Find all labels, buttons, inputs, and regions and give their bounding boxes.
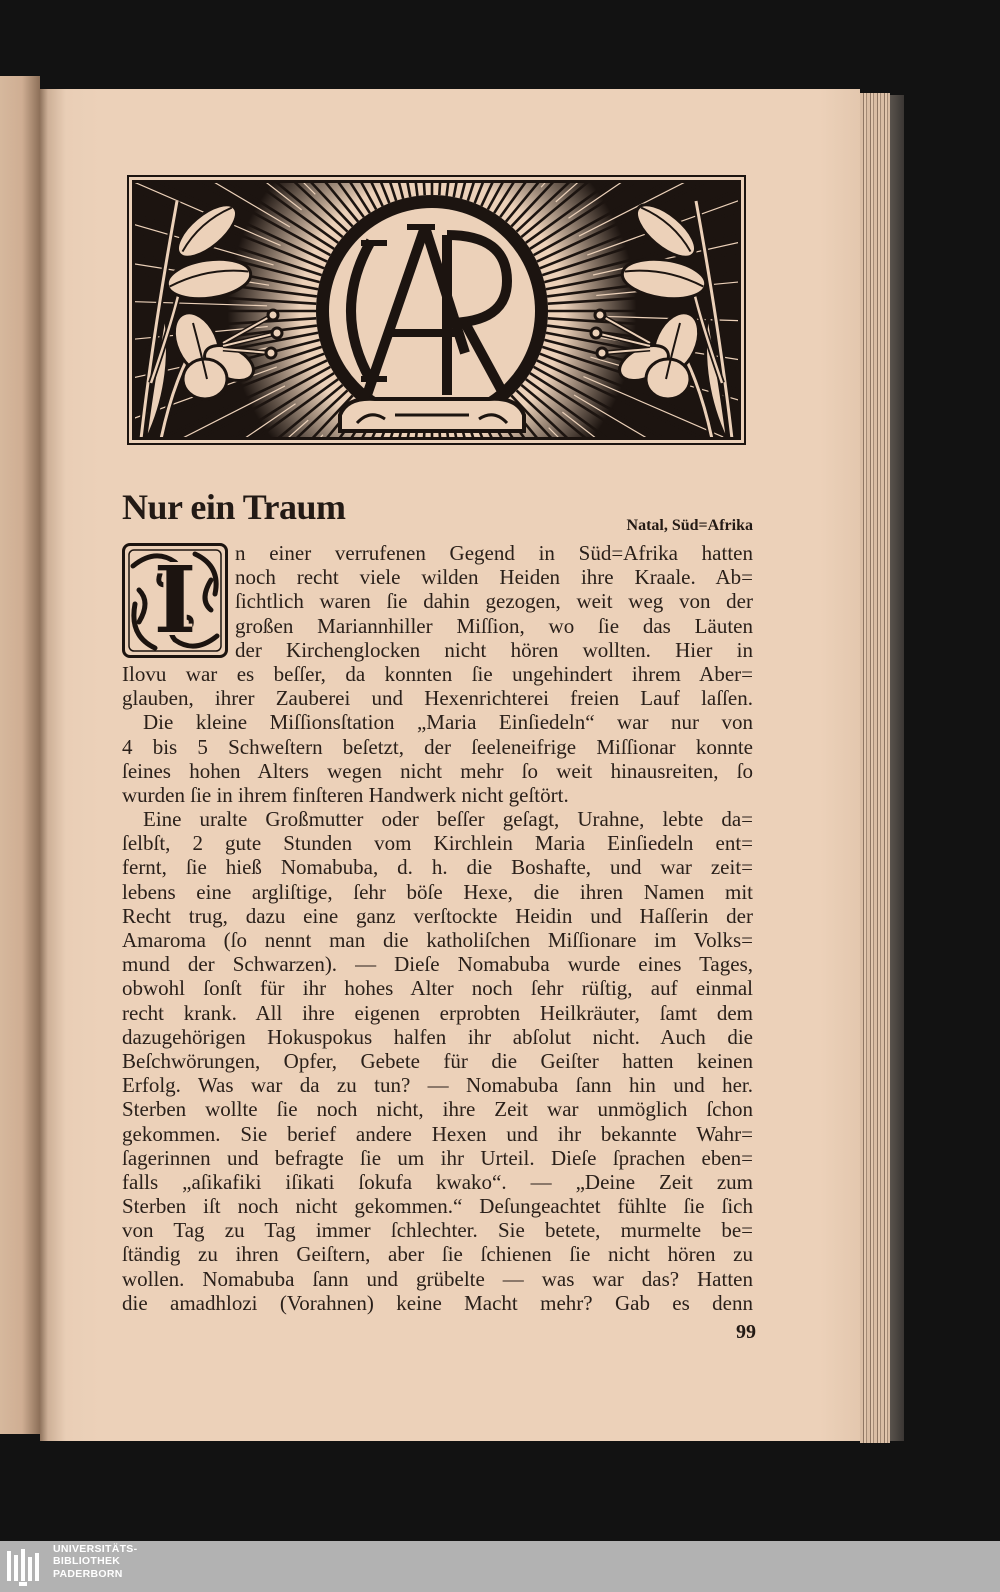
paragraph bbox=[122, 710, 753, 807]
text-line: fernt, ſie hieß Nomabuba, d. h. die Boshafte, und war zeit= bbox=[122, 855, 753, 880]
text-line: Sterben iſt noch nicht gekommen.“ Deſungeachtet fühlte ſie ſich bbox=[122, 1194, 753, 1219]
text-line: ſtändig zu ihren Geiſtern, aber ſie ſchienen ſie nicht hören zu bbox=[122, 1242, 753, 1267]
text-line: Recht trug, dazu eine ganz verſtockte Heidin und Haſſerin der bbox=[122, 903, 753, 928]
text-line: Die kleine Miſſionsſtation „Maria Einſiedeln“ war nur von bbox=[143, 710, 753, 735]
text-line: Eine uralte Großmutter oder beſſer geſagt, Urahne, lebte da= bbox=[143, 807, 753, 832]
text-line: ſeines hohen Alters wegen nicht mehr ſo weit hinausreiten, ſo bbox=[122, 758, 753, 783]
text-line: recht krank. All ihre eigenen erprobten Heilkräuter, ſamt dem bbox=[122, 1000, 753, 1025]
text-line: 4 bis 5 Schweſtern beſetzt, der ſeeleneifrige Miſſionar konnte bbox=[122, 734, 753, 759]
header-ornament-frame bbox=[132, 180, 741, 440]
text-line: ſagerinnen und befragte ſie um ihr Urteil. Dieſe ſprachen eben= bbox=[122, 1145, 753, 1170]
library-logo-line: BIBLIOTHEK bbox=[53, 1555, 121, 1568]
text-line: wollen. Nomabuba ſann und grübelte — was war das? Hatten bbox=[122, 1266, 753, 1291]
library-logo-line: PADERBORN bbox=[53, 1567, 123, 1580]
text-line: mund der Schwarzen). — Dieſe Nomabuba wurde eines Tages, bbox=[122, 952, 753, 977]
article-title: Nur ein Traum bbox=[122, 487, 346, 527]
text-line: ſelbſt, 2 gute Stunden vom Kirchlein Maria Einſiedeln ent= bbox=[122, 831, 753, 856]
text-line: die amadhlozi (Vorahnen) keine Macht mehr? Gab es denn bbox=[122, 1290, 753, 1315]
article-body bbox=[122, 541, 753, 1315]
text-line: Ilovu war es beſſer, da konnten ſie ungehindert ihrem Aber= bbox=[122, 661, 753, 686]
text-line: großen Mariannhiller Miſſion, wo ſie das Läuten bbox=[235, 613, 753, 638]
library-logo-line: UNIVERSITÄTS- bbox=[53, 1543, 138, 1555]
library-logo-icon bbox=[5, 1547, 45, 1587]
text-line: lebens eine argliſtige, ſehr böſe Hexe, die ihren Namen mit bbox=[122, 879, 753, 904]
text-line: Erfolg. Was war da zu tun? — Nomabuba ſann hin und her. bbox=[122, 1073, 753, 1098]
header-ornament-art bbox=[135, 183, 738, 437]
page-stack-edge bbox=[860, 93, 890, 1443]
drop-cap-letter: I bbox=[153, 546, 197, 654]
book-cover-edge bbox=[890, 95, 904, 1441]
footer-bar bbox=[0, 1541, 1000, 1592]
text-line: glauben, ihrer Zauberei und Hexenrichterei freien Lauf laſſen. bbox=[122, 686, 753, 711]
text-line: Sterben wollte ſie noch nicht, ihre Zeit war unmöglich ſchon bbox=[122, 1097, 753, 1122]
text-line: obwohl ſonſt für ihr hohes Alter noch ſehr rüſtig, auf einmal bbox=[122, 976, 753, 1001]
text-line: Amaroma (ſo nennt man die katholiſchen Miſſionare im Volks= bbox=[122, 928, 753, 952]
page-number: 99 bbox=[736, 1321, 756, 1343]
text-line: noch recht viele wilden Heiden ihre Kraale. Ab= bbox=[235, 565, 753, 590]
text-line: gekommen. Sie berief andere Hexen und ihr bekannte Wahr= bbox=[122, 1121, 753, 1146]
text-line: n einer verrufenen Gegend in Süd=Afrika hatten bbox=[235, 541, 753, 565]
text-line: Beſchwörungen, Opfer, Gebete für die Geiſter hatten keinen bbox=[122, 1048, 753, 1073]
text-line: falls „aſikafiki iſikati ſokufa kwako“. — „Deine Zeit zum bbox=[122, 1169, 753, 1194]
article-location: Natal, Süd=Afrika bbox=[626, 517, 753, 534]
text-line: der Kirchenglocken nicht hören wollten. Hier in bbox=[235, 637, 753, 662]
left-book-page-edge bbox=[0, 76, 40, 1434]
text-line: ſichtlich waren ſie dahin gezogen, weit weg von der bbox=[235, 589, 753, 614]
library-logo-text bbox=[53, 1543, 137, 1580]
paragraph bbox=[122, 541, 753, 710]
paragraph bbox=[122, 807, 753, 1315]
text-line: dazugehörigen Hokuspokus halfen ihr abſolut nicht. Auch die bbox=[122, 1024, 753, 1049]
header-ornament bbox=[127, 175, 746, 445]
text-line: wurden ſie in ihrem finſteren Handwerk nicht geſtört. bbox=[122, 782, 569, 807]
text-line: von Tag zu Tag immer ſchlechter. Sie betete, murmelte be= bbox=[122, 1218, 753, 1243]
